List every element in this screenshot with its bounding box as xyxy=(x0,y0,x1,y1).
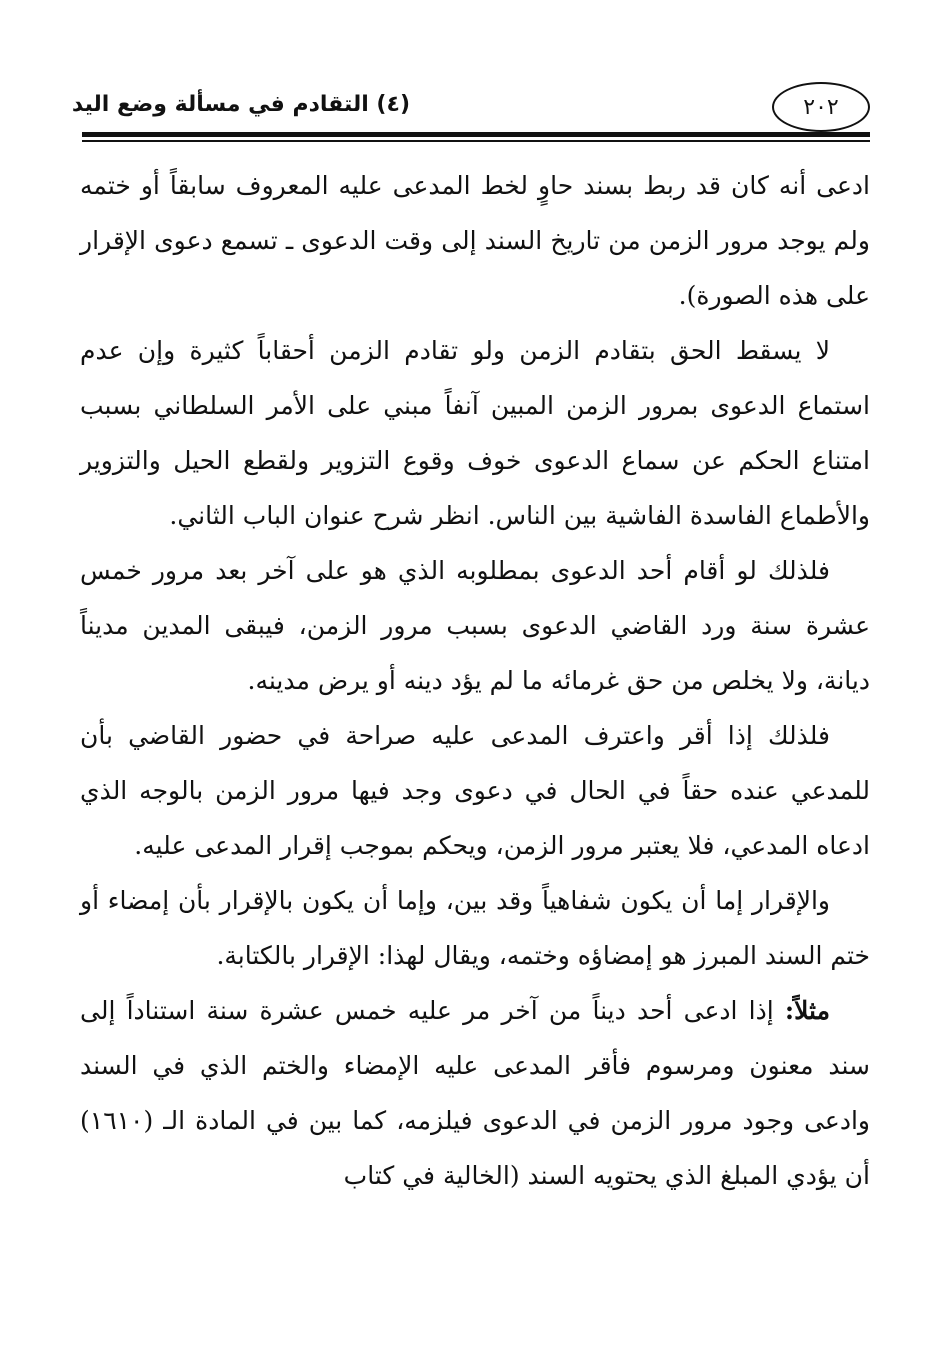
header-rule-thick xyxy=(82,132,870,137)
paragraph-1: ادعى أنه كان قد ربط بسند حاوٍ لخط المدعى عليه المعروف سابقاً أو ختمه ولم يوجد مرور الزمن من تاريخ السند إلى وقت الدعوى ـ تسمع دعوى الإقرار على هذه الصورة). xyxy=(80,171,870,310)
paragraph-6-text: إذا ادعى أحد ديناً من آخر مر عليه خمس عشرة سنة استناداً إلى سند معنون ومرسوم فأقر المدعى عليه الإمضاء والختم الذي في السند وادعى وجود مرور الزمن في الدعوى فيلزمه، كما بين في المادة الـ (١٦١٠) أن يؤدي المبلغ الذي يحتويه السند (الخالية في كتاب xyxy=(80,996,870,1190)
paragraph-5: والإقرار إما أن يكون شفاهياً وقد بين، وإما أن يكون بالإقرار بأن إمضاء أو ختم السند المبرز هو إمضاؤه وختمه، ويقال لهذا: الإقرار بالكتابة. xyxy=(80,886,870,970)
body-text xyxy=(80,158,870,1203)
paragraph-2: لا يسقط الحق بتقادم الزمن ولو تقادم الزمن أحقاباً كثيرة وإن عدم استماع الدعوى بمرور الزمن المبين آنفاً مبني على الأمر السلطاني بسبب امتناع الحكم عن سماع الدعوى خوف وقوع التزوير ولقطع الحيل والتزوير والأطماع الفاسدة الفاشية بين الناس. انظر شرح عنوان الباب الثاني. xyxy=(80,336,870,530)
paragraph-3: فلذلك لو أقام أحد الدعوى بمطلوبه الذي هو على آخر بعد مرور خمس عشرة سنة ورد القاضي الدعوى بسبب مرور الزمن، فيبقى المدين مديناً ديانة، ولا يخلص من حق غرمائه ما لم يؤد دينه أو يرض مدينه. xyxy=(80,556,870,695)
header-rule-thin xyxy=(82,140,870,142)
example-lead: مثلاً: xyxy=(784,996,830,1025)
running-title: (٤) التقادم في مسألة وضع اليد xyxy=(71,92,410,117)
page-header xyxy=(71,82,870,138)
paragraph-4: فلذلك إذا أقر واعترف المدعى عليه صراحة في حضور القاضي بأن للمدعي عنده حقاً في الحال في دعوى وجد فيها مرور الزمن بالوجه الذي ادعاه المدعي، فلا يعتبر مرور الزمن، ويحكم بموجب إقرار المدعى عليه. xyxy=(80,721,870,860)
page-number: ٢٠٢ xyxy=(772,82,870,132)
paragraph-6 xyxy=(80,983,870,1203)
